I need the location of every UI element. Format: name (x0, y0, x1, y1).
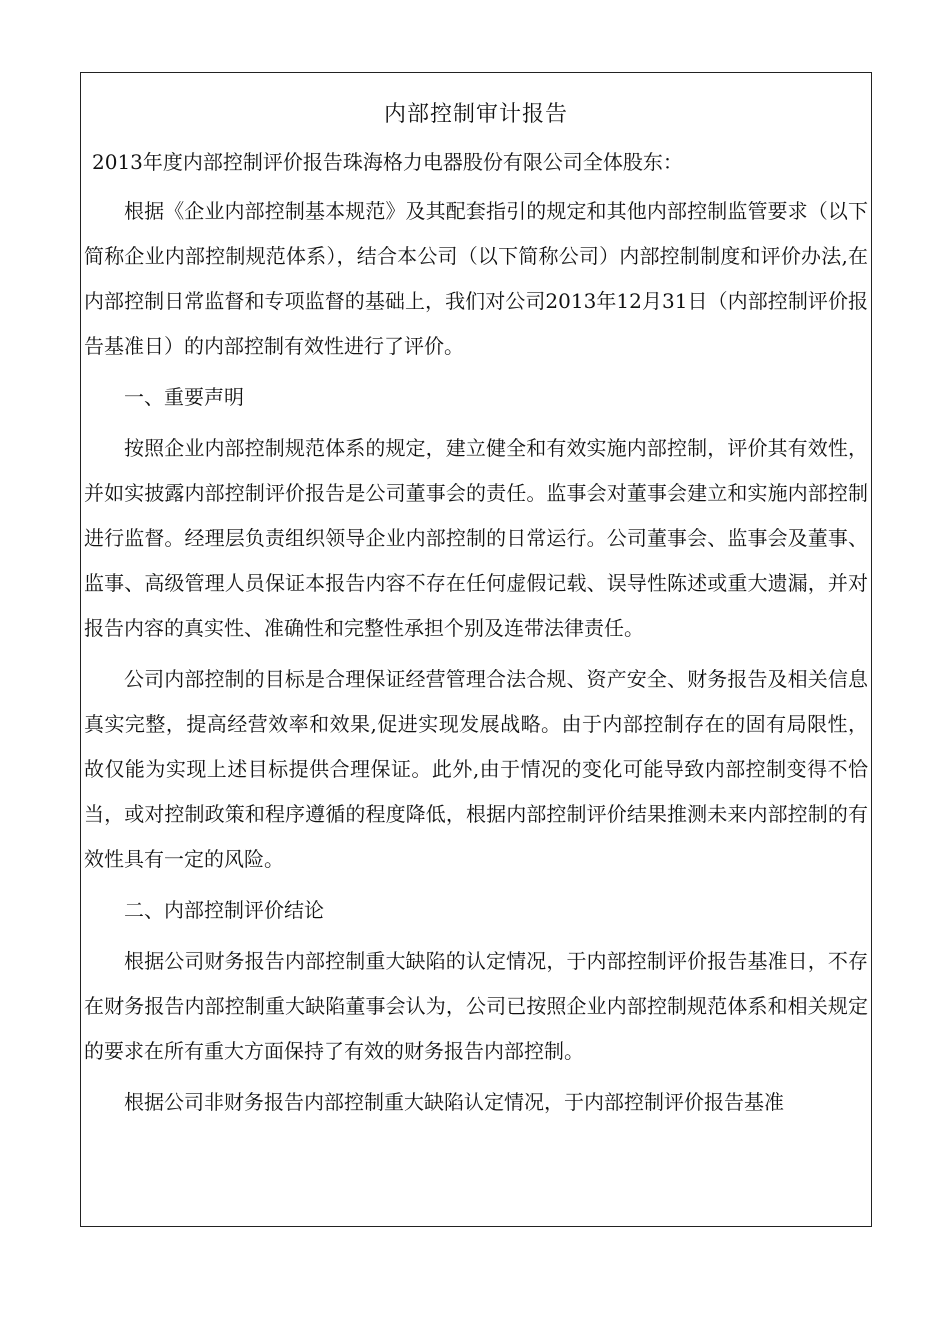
paragraph-board-responsibility: 按照企业内部控制规范体系的规定，建立健全和有效实施内部控制，评价其有效性，并如实披露内部控制评价报告是公司董事会的责任。监事会对董事会建立和实施内部控制进行监督。经理层负责组织领导企业内部控制的日常运行。公司董事会、监事会及董事、监事、高级管理人员保证本报告内容不存在任何虚假记载、误导性陈述或重大遗漏，并对报告内容的真实性、准确性和完整性承担个别及连带法律责任。 (84, 436, 868, 640)
paragraph-financial-conclusion: 根据公司财务报告内部控制重大缺陷的认定情况，于内部控制评价报告基准日，不存在财务报告内部控制重大缺陷董事会认为，公司已按照企业内部控制规范体系和相关规定的要求在所有重大方面保持了有效的财务报告内部控制。 (84, 949, 868, 1063)
document-addressee: 2013年度内部控制评价报告珠海格力电器股份有限公司全体股东： (92, 150, 683, 174)
section-heading-evaluation-conclusion: 二、内部控制评价结论 (124, 898, 324, 922)
paragraph-intro: 根据《企业内部控制基本规范》及其配套指引的规定和其他内部控制监管要求（以下简称企业内部控制规范体系），结合本公司（以下简称公司）内部控制制度和评价办法,在内部控制日常监督和专项监督的基础上，我们对公司2013年12月31日（内部控制评价报告基准日）的内部控制有效性进行了评价。 (84, 199, 868, 358)
document-body (81, 189, 871, 1125)
document-frame (80, 72, 872, 1227)
document-title: 内部控制审计报告 (383, 102, 568, 127)
paragraph-control-objectives: 公司内部控制的目标是合理保证经营管理合法合规、资产安全、财务报告及相关信息真实完整，提高经营效率和效果,促进实现发展战略。由于内部控制存在的固有局限性，故仅能为实现上述目标提供合理保证。此外,由于情况的变化可能导致内部控制变得不恰当，或对控制政策和程序遵循的程度降低，根据内部控制评价结果推测未来内部控制的有效性具有一定的风险。 (84, 667, 868, 871)
section-heading-important-statement: 一、重要声明 (124, 385, 244, 409)
paragraph-nonfinancial-conclusion: 根据公司非财务报告内部控制重大缺陷认定情况，于内部控制评价报告基准 (124, 1090, 784, 1114)
